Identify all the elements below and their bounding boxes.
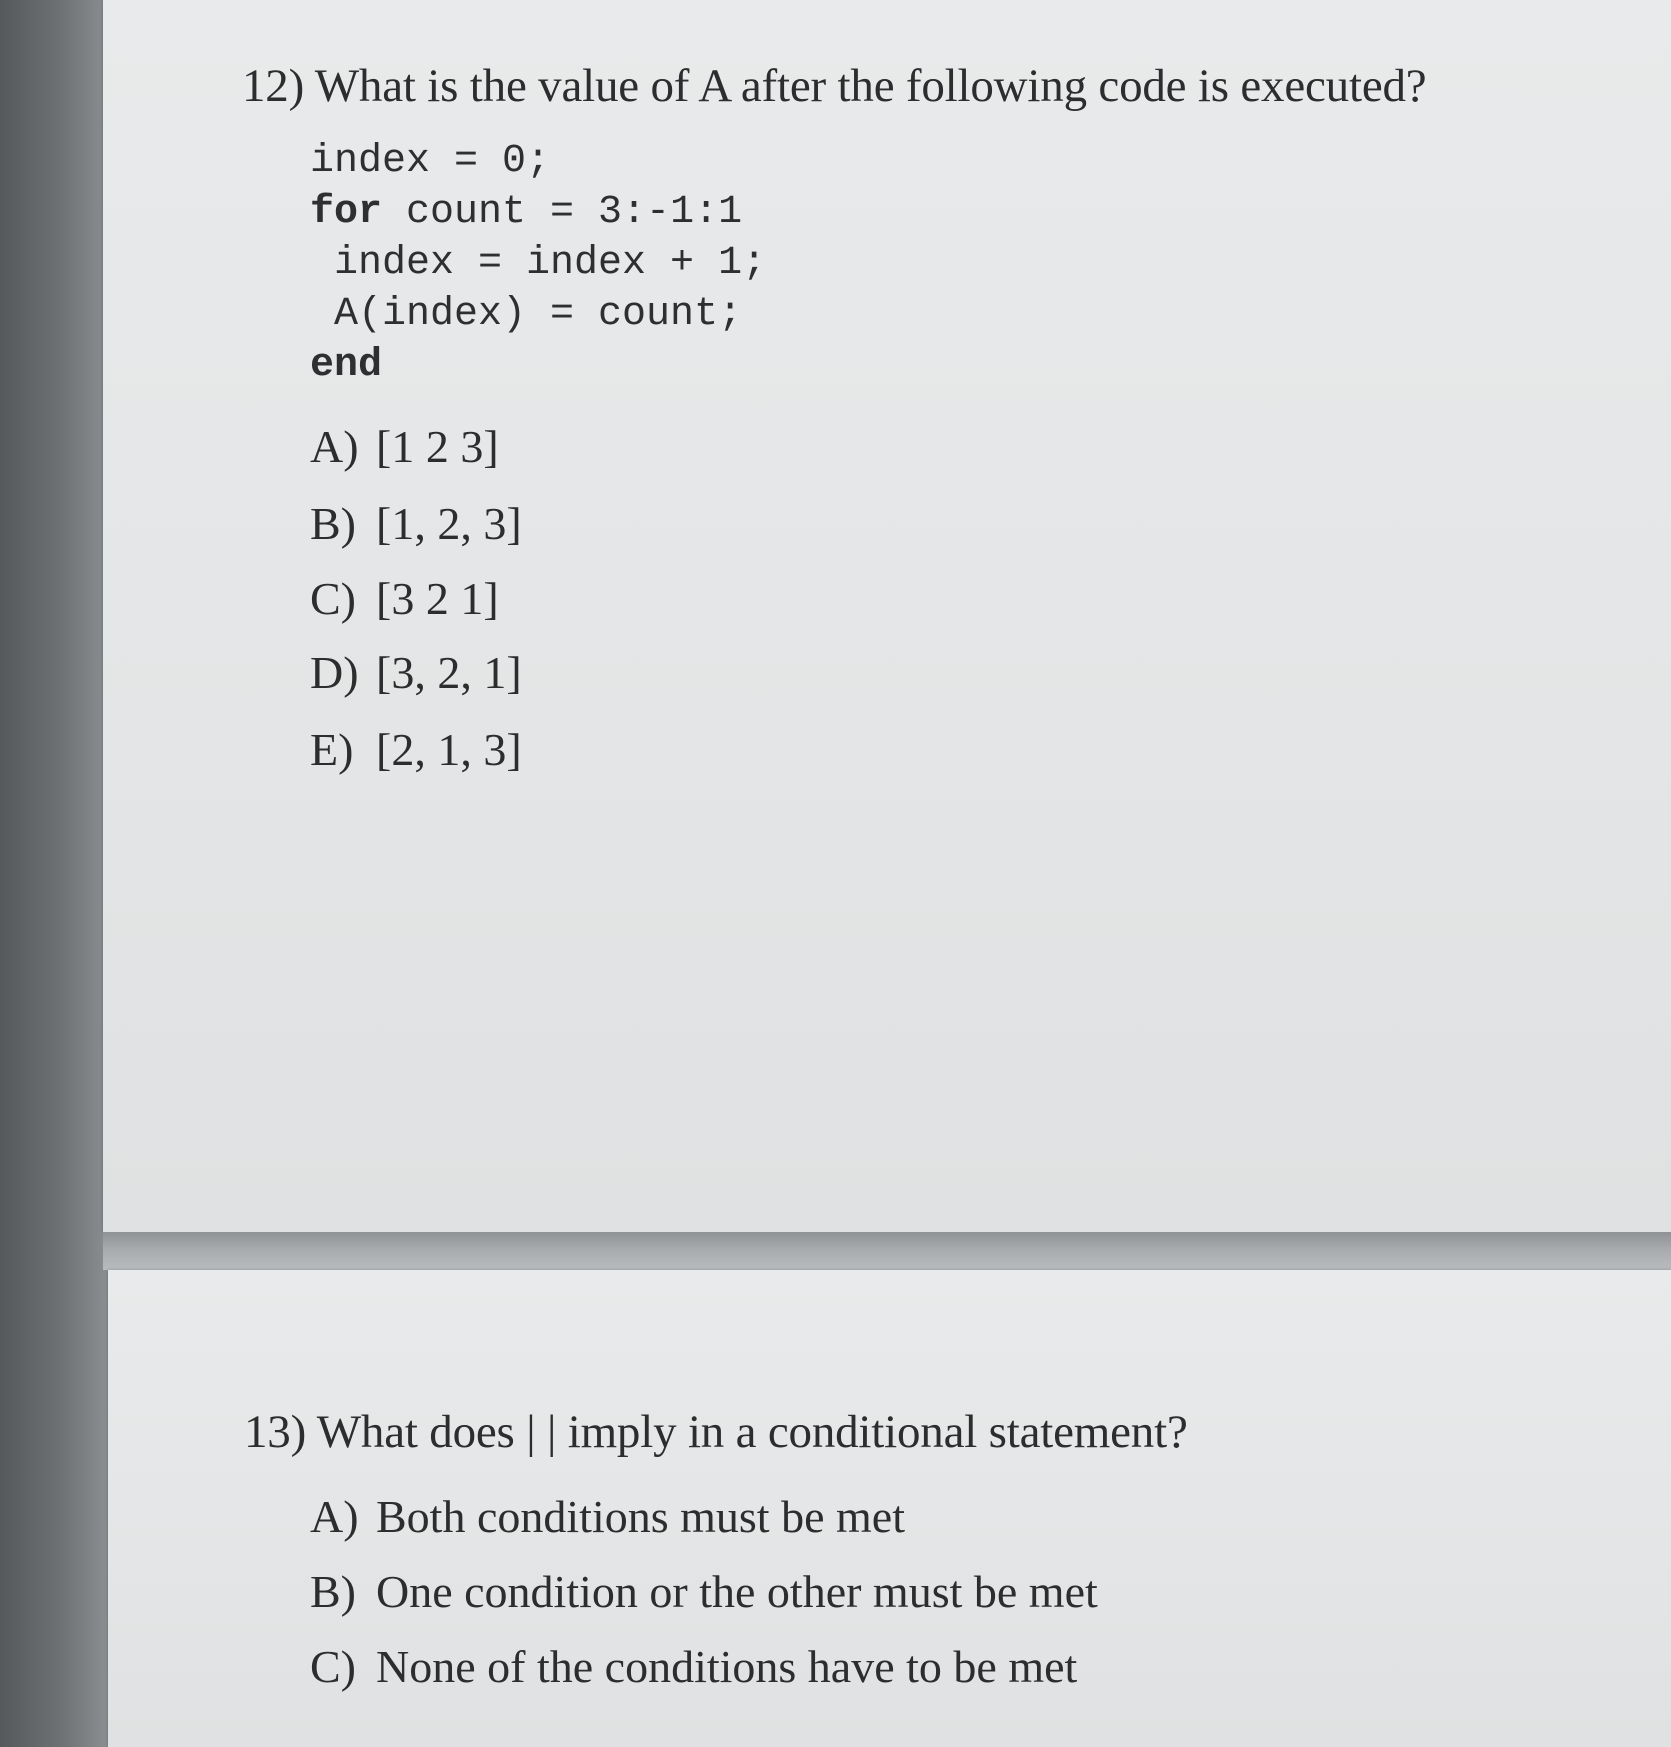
option-a[interactable]	[310, 420, 499, 473]
option-b[interactable]	[310, 1565, 1098, 1618]
code-block	[310, 136, 766, 391]
card-divider	[103, 1232, 1671, 1270]
option-a[interactable]	[310, 1490, 905, 1543]
code-line: index = 0;	[310, 139, 551, 184]
option-letter: C)	[310, 1641, 356, 1692]
option-text: One condition or the other must be met	[376, 1566, 1098, 1617]
option-letter: C)	[310, 573, 356, 624]
question-text: What does | | imply in a conditional statement?	[316, 1406, 1188, 1458]
option-letter: B)	[310, 1566, 356, 1617]
option-text: [3 2 1]	[376, 573, 499, 624]
option-b[interactable]	[310, 497, 522, 550]
option-letter: A)	[310, 421, 359, 472]
question-text: What is the value of A after the following code is executed?	[314, 60, 1427, 112]
option-text: [1, 2, 3]	[376, 498, 522, 549]
option-text: [1 2 3]	[376, 421, 499, 472]
option-letter: D)	[310, 647, 359, 698]
code-line: end	[310, 343, 383, 388]
option-c[interactable]	[310, 1640, 1077, 1693]
option-c[interactable]	[310, 572, 499, 625]
code-line: A(index) = count;	[310, 292, 743, 337]
option-letter: A)	[310, 1491, 359, 1542]
option-d[interactable]	[310, 646, 522, 699]
question-number: 13)	[244, 1406, 307, 1458]
option-letter: E)	[310, 724, 354, 775]
option-text: Both conditions must be met	[376, 1491, 905, 1542]
code-line	[310, 187, 766, 238]
option-text: None of the conditions have to be met	[376, 1641, 1078, 1692]
option-e[interactable]	[310, 723, 522, 776]
option-text: [3, 2, 1]	[376, 647, 522, 698]
option-text: [2, 1, 3]	[376, 724, 522, 775]
code-text: count = 3:-1:1	[382, 190, 743, 235]
question-12-prompt	[242, 58, 1426, 114]
option-letter: B)	[310, 498, 356, 549]
code-keyword: for	[310, 190, 383, 235]
question-number: 12)	[242, 60, 305, 112]
code-line: index = index + 1;	[310, 241, 767, 286]
screen-bezel	[0, 0, 110, 1747]
question-13-prompt	[244, 1404, 1188, 1460]
